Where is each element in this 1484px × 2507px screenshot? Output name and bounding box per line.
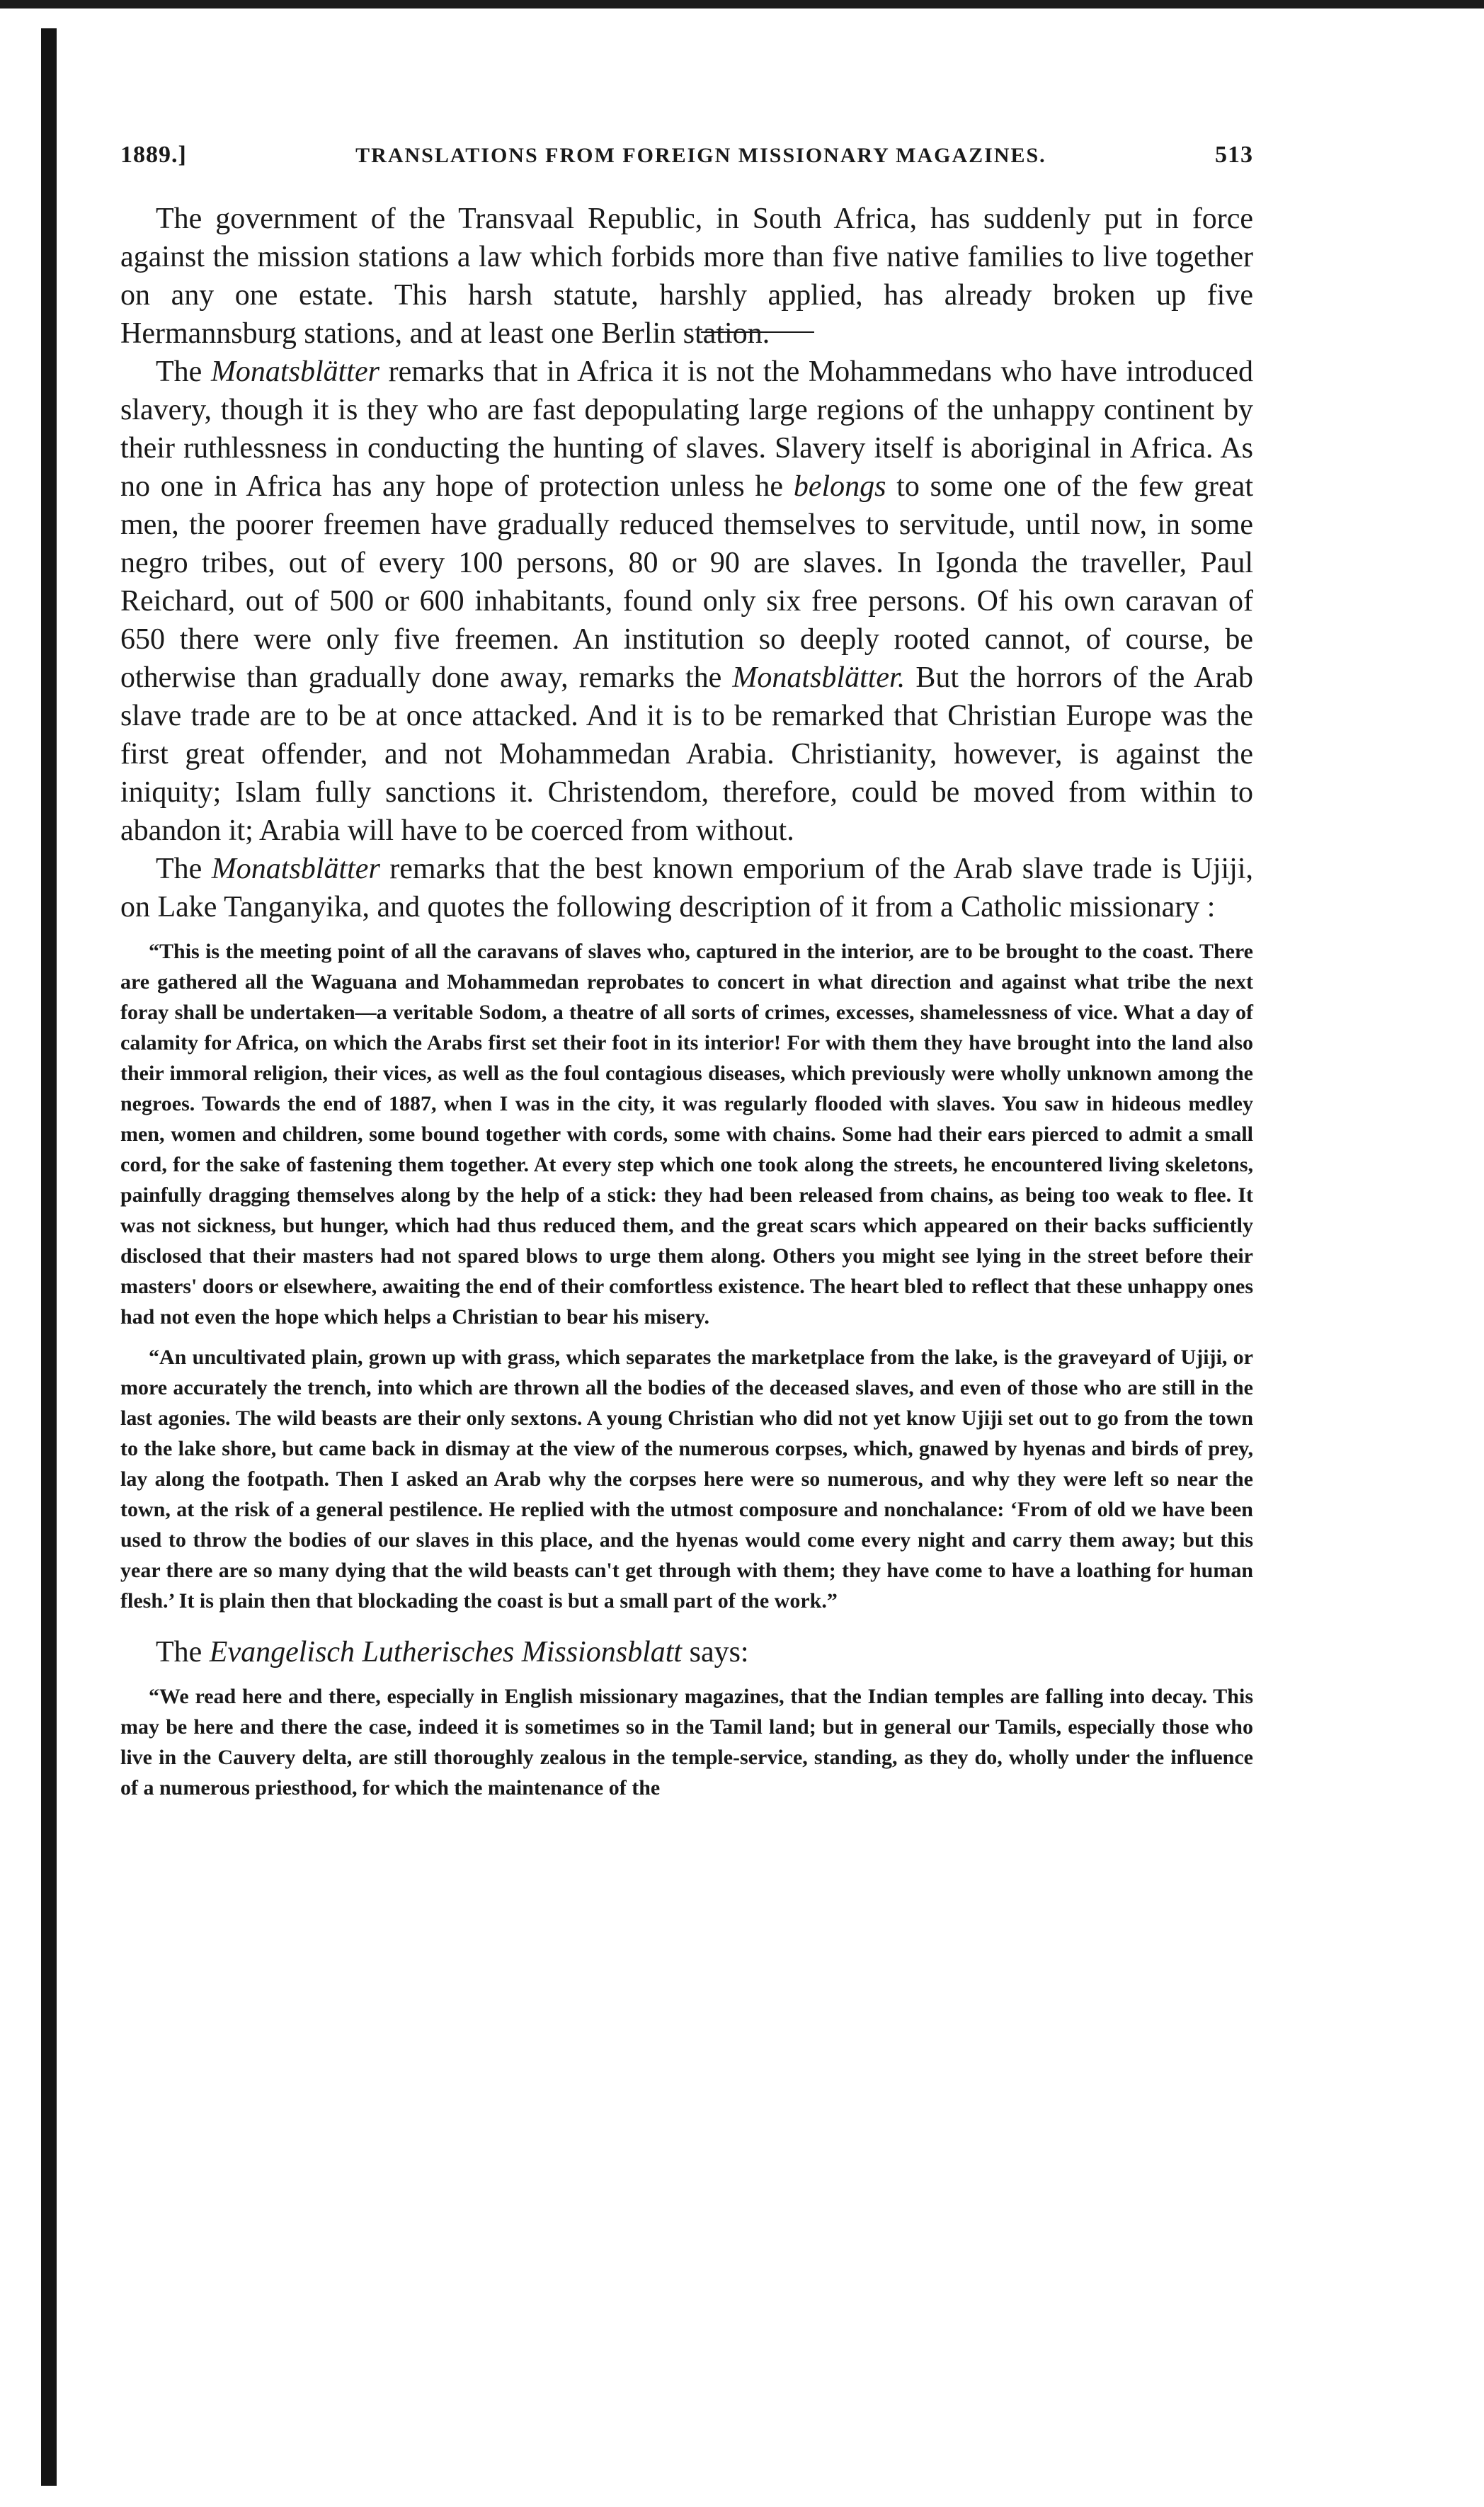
paragraph-transvaal: The government of the Transvaal Republic, in South Africa, has suddenly put in force against the mission stations a law which forbids more than five native families to live together on any one estate. This harsh statute, harshly applied, has already broken up five Hermannsburg stations, and at least one Berlin station. [120, 203, 1253, 350]
p3-part-a: The [156, 853, 212, 885]
monatsblatter-title: Monatsblätter [210, 356, 379, 388]
p3-part-b: remarks that the best known emporium of the Arab slave trade is Ujiji, on Lake Tanganyika, and quotes the following description of it from a Catholic missionary : [120, 853, 1254, 923]
quote-ujiji-graveyard: “An uncultivated plain, grown up with grass, which separates the marketplace from the lake, is the graveyard of Ujiji, or more accurately the trench, into which are thrown all the bodies of the deceased slaves, and even of those who are still in the last agonies. The wild beasts are their only sextons. A young Christian who did not yet know Ujiji set out to go from the town to the lake shore, but came back in dismay at the view of the numerous corpses, which, gnawed by hyenas and birds of prey, lay along the footpath. Then I asked an Arab why the corpses here were so numerous, and why they were left so near the town, at the risk of a general pestilence. He replied with the utmost composure and nonchalance: ‘From of old we have been used to throw the bodies of our slaves in this place, and the hyenas would come every night and carry them away; but this year there are so many dying that the wild beasts can't get through with them; they have come to have a loathing for human flesh.’ It is plain then that blockading the coast is but a small part of the work.” [120, 1346, 1253, 1613]
binding-edge [41, 28, 57, 2486]
paragraph-slavery [120, 353, 1253, 850]
monatsblatter-title-2: Monatsblätter. [732, 661, 906, 694]
header-title: TRANSLATIONS FROM FOREIGN MISSIONARY MAGAZINES. [355, 144, 1046, 167]
paragraph-ujiji [120, 850, 1253, 926]
page-content [120, 142, 1253, 1803]
page-number: 513 [1215, 142, 1253, 168]
p2-part-d: But the horrors of the Arab slave trade are to be at once attacked. And it is to be remarked that Christian Europe was the first great offender, and not Mohammedan Arabia. Christianity, however, is against the iniquity; Islam fully sanctions it. Christendom, therefore, could be moved from within to abandon it; Arabia will have to be coerced from without. [120, 661, 1253, 847]
p2-part-b: remarks that in Africa it is not the Mohammedans who have introduced slavery, though it is they who are fast depopulating large regions of the unhappy continent by their ruthlessness in conducting the hunting of slaves. Slavery itself is aboriginal in Africa. As no one in Africa has any hope of protection unless he [120, 356, 1253, 503]
p4-part-b: says: [682, 1636, 749, 1669]
header-year: 1889.] [120, 142, 187, 168]
monatsblatter-title-3: Monatsblätter [211, 853, 380, 885]
quote-ujiji-caravans: “This is the meeting point of all the caravans of slaves who, captured in the interior, are to be brought to the coast. There are gathered all the Waguana and Mohammedan reprobates to concert in what direction and against what tribe the next foray shall be undertaken—a veritable Sodom, a theatre of all sorts of crimes, excesses, shamelessness of vice. What a day of calamity for Africa, on which the Arabs first set their foot in its interior! For with them they have brought into the land also their immoral religion, their vices, as well as the foul contagious diseases, which previously were wholly unknown among the negroes. Towards the end of 1887, when I was in the city, it was regularly flooded with slaves. You saw in hideous medley men, women and children, some bound together with cords, some with chains. Some had their ears pierced to admit a small cord, for the sake of fastening them together. At every step which one took along the streets, he encountered living skeletons, painfully dragging themselves along by the help of a stick: they had been released from chains, as being too weak to flee. It was not sickness, but hunger, which had thus reduced them, and the great scars which appeared on their backs sufficiently disclosed that their masters had not spared blows to urge them along. Others you might see lying in the street before their masters' doors or elsewhere, awaiting the end of their comfortless existence. The heart bled to reflect that these unhappy ones had not even the hope which helps a Christian to bear his misery. [120, 940, 1253, 1329]
missionsblatt-title: Evangelisch Lutherisches Missionsblatt [209, 1636, 683, 1669]
p2-part-c: to some one of the few great men, the poorer freemen have gradually reduced themselves to servitude, until now, in some negro tribes, out of every 100 persons, 80 or 90 are slaves. In Igonda the traveller, Paul Reichard, out of 500 or 600 inhabitants, found only six free persons. Of his own caravan of 650 there were only five freemen. An institution so deeply rooted cannot, of course, be otherwise than gradually done away, remarks the [120, 470, 1253, 694]
page-top-edge [0, 0, 1484, 8]
running-header [120, 142, 1253, 169]
belongs-emphasis: belongs [793, 470, 886, 503]
p4-part-a: The [156, 1636, 210, 1669]
quote-tamil-temples: “We read here and there, especially in English missionary magazines, that the Indian temples are falling into decay. This may be here and there the case, indeed it is sometimes so in the Tamil land; but in general our Tamils, especially those who live in the Cauvery delta, are still thoroughly zealous in the temple-service, standing, as they do, wholly under the influence of a numerous priesthood, for which the maintenance of the [120, 1685, 1253, 1800]
paragraph-missionsblatt [120, 1633, 1253, 1671]
p2-part-a: The [156, 356, 211, 388]
